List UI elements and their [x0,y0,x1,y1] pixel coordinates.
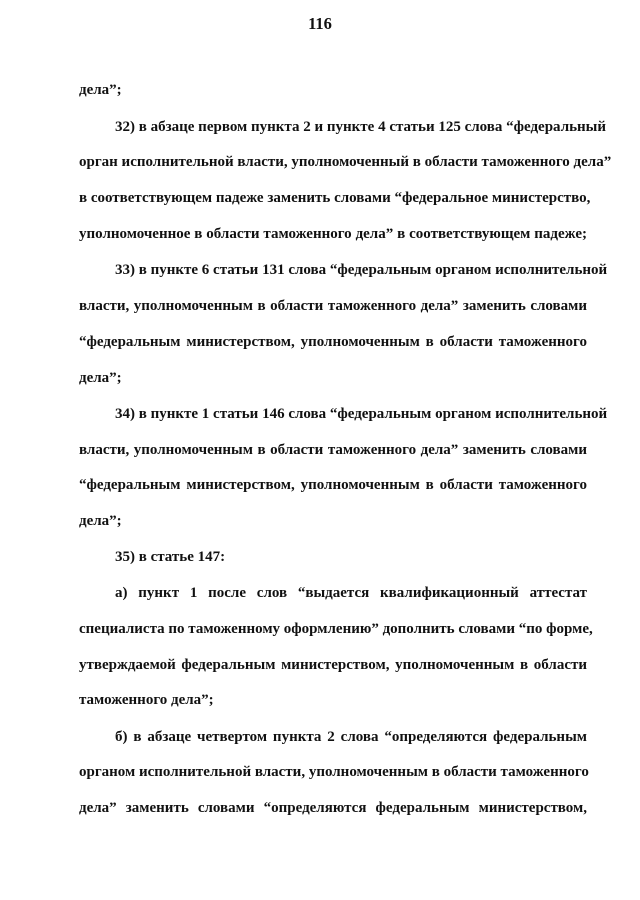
text-line: органом исполнительной власти, уполномоченным в области таможенного [79,764,589,780]
text-line: утверждаемой федеральным министерством, уполномоченным в области [79,657,587,673]
text-line: дела”; [79,82,122,98]
text-line: 33) в пункте 6 статьи 131 слова “федеральным органом исполнительной [115,262,608,278]
text-line: б) в абзаце четвертом пункта 2 слова “определяются федеральным [115,729,587,745]
text-line: дела” заменить словами “определяются федеральным министерством, [79,800,587,816]
text-line: дела”; [79,513,122,529]
text-line: орган исполнительной власти, уполномоченный в области таможенного дела” [79,154,612,170]
text-line: а) пункт 1 после слов “выдается квалификационный аттестат [115,585,587,601]
text-line: власти, уполномоченным в области таможенного дела” заменить словами [79,442,587,458]
text-line: в соответствующем падеже заменить словами “федеральное министерство, [79,190,591,206]
text-line: 34) в пункте 1 статьи 146 слова “федеральным органом исполнительной [115,406,608,422]
text-line: 32) в абзаце первом пункта 2 и пункте 4 статьи 125 слова “федеральный [115,119,607,135]
text-line: уполномоченное в области таможенного дела” в соответствующем падеже; [79,226,587,242]
text-line: власти, уполномоченным в области таможенного дела” заменить словами [79,298,587,314]
text-line: специалиста по таможенному оформлению” дополнить словами “по форме, [79,621,593,637]
text-line: “федеральным министерством, уполномоченным в области таможенного [79,477,587,493]
text-line: дела”; [79,370,122,386]
page-number: 116 [308,14,332,33]
text-line: 35) в статье 147: [115,549,226,565]
text-line: “федеральным министерством, уполномоченным в области таможенного [79,334,587,350]
text-line: таможенного дела”; [79,692,214,708]
